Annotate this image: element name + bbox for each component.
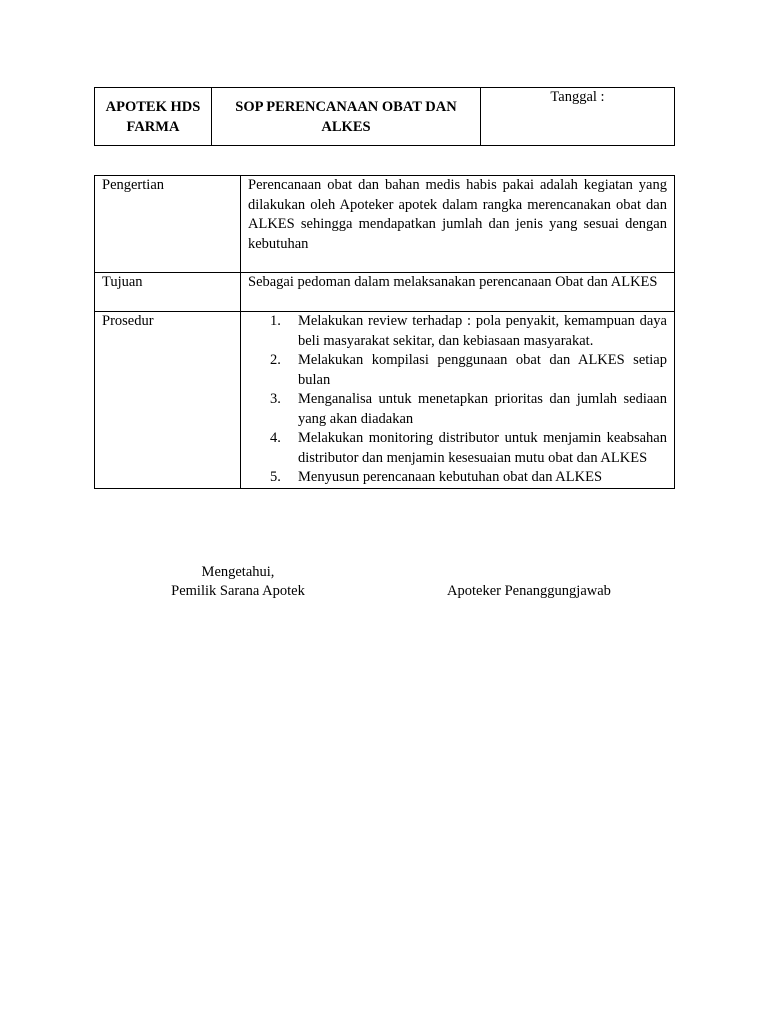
step-text: Melakukan review terhadap : pola penyakit, kemampuan daya beli masyarakat sekitar, dan kebiasaan masyarakat. [298, 313, 667, 349]
tujuan-text: Sebagai pedoman dalam melaksanakan perencanaan Obat dan ALKES [241, 273, 675, 312]
date-label: Tanggal : [550, 89, 605, 105]
sop-title-cell [212, 88, 481, 146]
table-row [95, 176, 675, 273]
owner-title: Pemilik Sarana Apotek [171, 583, 305, 599]
sop-title-line2: ALKES [321, 118, 371, 135]
step-number: 2. [270, 352, 281, 368]
pharmacist-signature-block [424, 582, 634, 601]
pengertian-label: Pengertian [95, 176, 241, 273]
step-text: Melakukan monitoring distributor untuk menjamin keabsahan distributor dan menjamin kesesuaian mutu obat dan ALKES [298, 430, 667, 466]
list-item [270, 351, 667, 390]
list-item [270, 390, 667, 429]
prosedur-label: Prosedur [95, 312, 241, 489]
owner-signature-block [148, 563, 328, 601]
organization-cell [95, 88, 212, 146]
step-number: 3. [270, 391, 281, 407]
tujuan-label: Tujuan [95, 273, 241, 312]
step-number: 4. [270, 430, 281, 446]
organization-name-line2: FARMA [126, 118, 180, 135]
sop-content-table [94, 175, 675, 489]
procedure-list [248, 312, 667, 488]
step-text: Menyusun perencanaan kebutuhan obat dan ALKES [298, 469, 603, 485]
acknowledged-label: Mengetahui, [201, 564, 275, 580]
list-item [270, 468, 667, 488]
step-text: Melakukan kompilasi penggunaan obat dan ALKES setiap bulan [298, 352, 667, 388]
organization-name-line1: APOTEK HDS [105, 98, 201, 115]
list-item [270, 429, 667, 468]
table-row [95, 273, 675, 312]
sop-header-table [94, 87, 675, 146]
date-cell [481, 88, 675, 146]
sop-title-line1: SOP PERENCANAAN OBAT DAN [235, 98, 457, 115]
step-number: 5. [270, 469, 281, 485]
pharmacist-title: Apoteker Penanggungjawab [447, 583, 611, 599]
pengertian-text: Perencanaan obat dan bahan medis habis pakai adalah kegiatan yang dilakukan oleh Apoteker apotek dalam rangka merencanakan obat dan ALKES sehingga mendapatkan jumlah dan jenis yang sesuai dengan kebutuhan [241, 176, 675, 273]
step-text: Menganalisa untuk menetapkan prioritas dan jumlah sediaan yang akan diadakan [298, 391, 667, 427]
step-number: 1. [270, 313, 281, 329]
list-item [270, 312, 667, 351]
table-row [95, 312, 675, 489]
prosedur-steps-cell [241, 312, 675, 489]
